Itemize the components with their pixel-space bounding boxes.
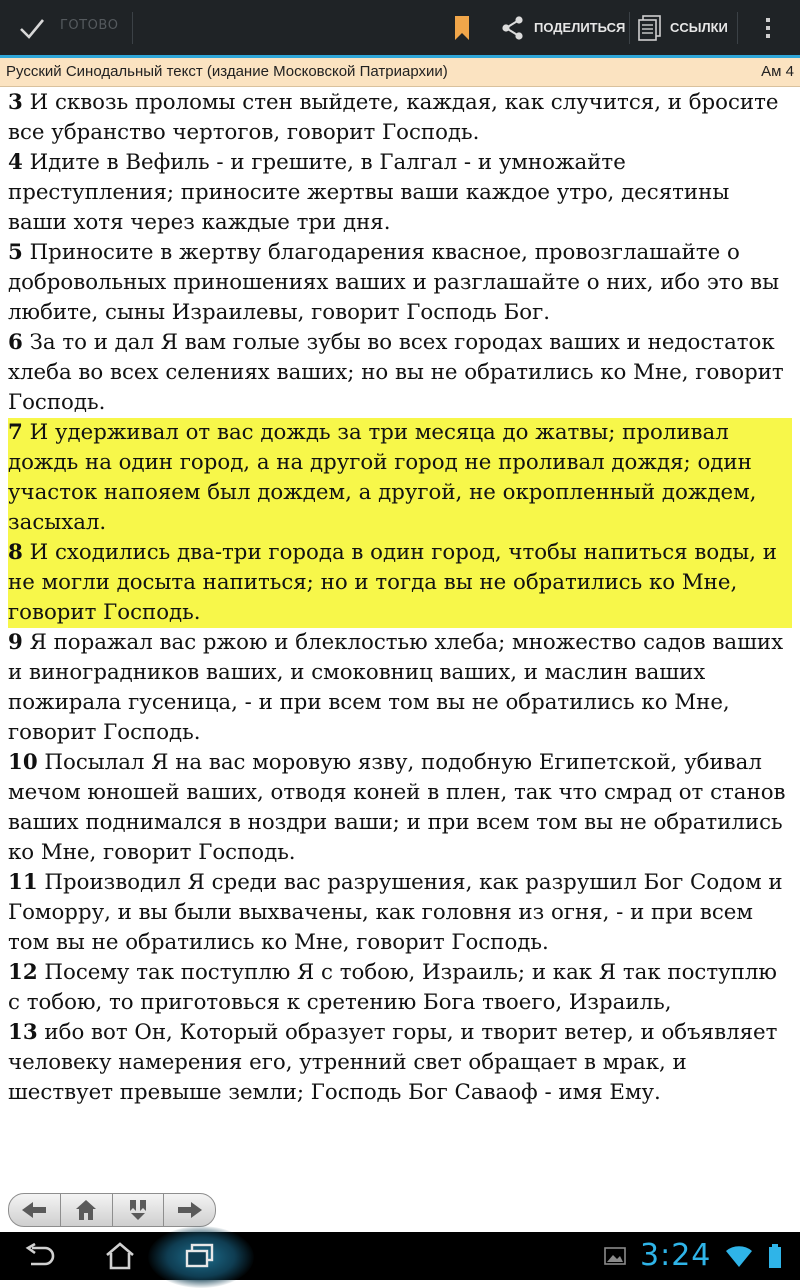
verse-text: За то и дал Я вам голые зубы во всех городах ваших и недостаток хлеба во всех селениях ваших; но вы не обратились ко Мне, говорит Господь. (8, 330, 784, 415)
divider (132, 12, 133, 44)
home-outline-icon (104, 1242, 136, 1270)
verse-text: И сквозь проломы стен выйдете, каждая, как случится, и бросите все убранство чертогов, говорит Господь. (8, 90, 779, 145)
verse-text: Производил Я среди вас разрушения, как разрушил Бог Содом и Гоморру, и вы были выхвачены, как головня из огня, - и при всем том вы не обратились ко Мне, говорит Господь. (8, 870, 783, 955)
battery-status (760, 1232, 790, 1280)
verse[interactable] (8, 748, 792, 868)
bookmark-icon (454, 15, 470, 41)
verse[interactable] (8, 418, 792, 538)
verse-number: 5 (8, 240, 23, 265)
verse-text: ибо вот Он, Который образует горы, и творит ветер, и объявляет человеку намерения его, утренний свет обращает в мрак, и шествует превыше земли; Господь Бог Саваоф - имя Ему. (8, 1020, 778, 1105)
chapter-navigation (8, 1193, 216, 1227)
clock: 3:24 (640, 1238, 712, 1273)
verse-number: 9 (8, 630, 23, 655)
verse-number: 13 (8, 1020, 38, 1045)
verse-text: Посылал Я на вас моровую язву, подобную Египетской, убивал мечом юношей ваших, отводя коней в плен, так что смрад от станов ваших поднимался в ноздри ваши; и при всем том вы не обратились ко Мне, говорит Господь. (8, 750, 786, 865)
verse-list (8, 88, 792, 1108)
checkmark-icon (18, 14, 46, 42)
battery-icon (768, 1243, 782, 1269)
action-bar (0, 0, 800, 58)
back-button[interactable] (12, 1232, 68, 1280)
verse[interactable] (8, 538, 792, 628)
recent-apps-button[interactable] (172, 1232, 228, 1280)
verse[interactable] (8, 238, 792, 328)
verse-number: 12 (8, 960, 38, 985)
verse-number: 11 (8, 870, 38, 895)
back-icon (23, 1243, 57, 1269)
translation-title: Русский Синодальный текст (издание Московской Патриархии) (6, 63, 448, 80)
verse-text: Идите в Вефиль - и грешите, в Галгал - и умножайте преступления; приносите жертвы ваши каждое утро, десятины ваши хотя через каждые три дня. (8, 150, 730, 235)
home-icon (75, 1199, 97, 1221)
bookmark-button[interactable] (442, 0, 482, 55)
go-to-bookmark-button[interactable] (113, 1194, 165, 1226)
verse-number: 3 (8, 90, 23, 115)
verse[interactable] (8, 628, 792, 748)
verse-text: Приносите в жертву благодарения квасное, провозглашайте о добровольных приношениях ваших и разглашайте о них, ибо это вы любите, сыны Израилевы, говорит Господь Бог. (8, 240, 780, 325)
home-button[interactable] (61, 1194, 113, 1226)
wifi-icon (725, 1244, 753, 1268)
divider (629, 12, 630, 44)
system-navigation-bar (0, 1232, 800, 1280)
verse-number: 8 (8, 540, 23, 565)
verse[interactable] (8, 88, 792, 148)
verse-number: 6 (8, 330, 23, 355)
chapter-reference: Ам 4 (761, 63, 794, 80)
arrow-left-icon (20, 1200, 48, 1220)
share-label: ПОДЕЛИТЬСЯ (534, 20, 626, 35)
verse[interactable] (8, 1018, 792, 1108)
verse-text: Я поражал вас ржою и блеклостью хлеба; множество садов ваших и виноградников ваших, и смоковниц ваших, и маслин ваших пожирала гусеница, - и при всем том вы не обратились ко Мне, говорит Господь. (8, 630, 784, 745)
picture-icon (604, 1246, 626, 1266)
recent-apps-icon (184, 1243, 216, 1269)
verse-number: 7 (8, 420, 23, 445)
links-button[interactable] (638, 0, 738, 55)
next-chapter-button[interactable] (164, 1194, 215, 1226)
share-icon (500, 15, 526, 41)
bookmark-down-icon (127, 1199, 149, 1221)
verse[interactable] (8, 958, 792, 1018)
overflow-menu-button[interactable] (752, 0, 784, 55)
verse[interactable] (8, 148, 792, 238)
home-system-button[interactable] (92, 1232, 148, 1280)
divider (737, 12, 738, 44)
translation-title-bar[interactable] (0, 58, 800, 87)
verse[interactable] (8, 328, 792, 418)
wifi-status (724, 1232, 754, 1280)
done-label: ГОТОВО (60, 18, 119, 33)
share-button[interactable] (500, 0, 628, 55)
verse-text: И удерживал от вас дождь за три месяца до жатвы; проливал дождь на один город, а на другой город не проливал дождя; один участок напояем был дождем, а другой, не окропленный дождем, засыхал. (8, 420, 757, 535)
bible-text-view[interactable] (0, 88, 800, 1182)
verse-text: Посему так поступлю Я с тобою, Израиль; и как Я так поступлю с тобою, то приготовься к сретению Бога твоего, Израиль, (8, 960, 777, 1015)
verse-text: И сходились два-три города в один город, чтобы напиться воды, и не могли досыта напиться; но и тогда вы не обратились ко Мне, говорит Господь. (8, 540, 777, 625)
verse-number: 10 (8, 750, 38, 775)
links-icon (638, 15, 662, 41)
overflow-menu-icon (765, 16, 771, 40)
verse-number: 4 (8, 150, 23, 175)
arrow-right-icon (176, 1200, 204, 1220)
links-label: ССЫЛКИ (670, 20, 728, 35)
previous-chapter-button[interactable] (9, 1194, 61, 1226)
verse[interactable] (8, 868, 792, 958)
screenshot-notification[interactable] (600, 1232, 630, 1280)
done-button[interactable] (0, 0, 132, 55)
